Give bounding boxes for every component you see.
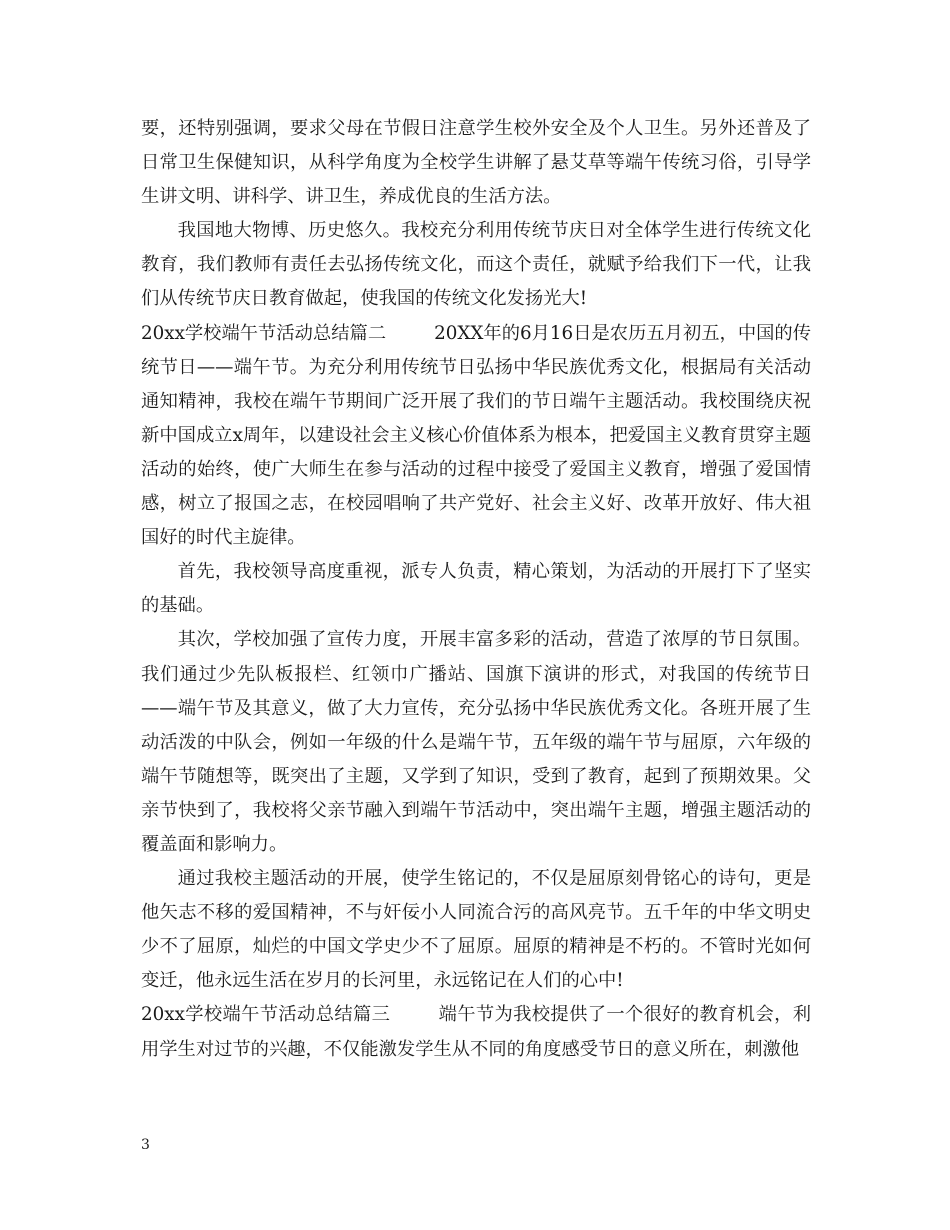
section-two-heading: 20xx学校端午节活动总结篇二: [141, 322, 387, 344]
document-body: [141, 112, 811, 1067]
section-two-text: 20XX年的6月16日是农历五月初五，中国的传统节日——端午节。为充分利用传统节日弘扬中华民族优秀文化，根据局有关活动通知精神，我校在端午节期间广泛开展了我们的节日端午主题活动。我校围绕庆祝新中国成立x周年，以建设社会主义核心价值体系为根本，把爱国主义教育贯穿主题活动的始终，使广大师生在参与活动的过程中接受了爱国主义教育，增强了爱国情感，树立了报国之志，在校园唱响了共产党好、社会主义好、改革开放好、伟大祖国好的时代主旋律。: [141, 322, 811, 549]
paragraph-first: 首先，我校领导高度重视，派专人负责，精心策划，为活动的开展打下了坚实的基础。: [141, 561, 811, 617]
section-three-text: 端午节为我校提供了一个很好的教育机会，利用学生对过节的兴趣，不仅能激发学生从不同的角度感受节日的意义所在，刺激他: [141, 1004, 811, 1060]
page-number: 3: [141, 1137, 150, 1153]
section-two-paragraph: [141, 317, 811, 556]
section-three-paragraph: [141, 998, 811, 1066]
paragraph-second: 其次，学校加强了宣传力度，开展丰富多彩的活动，营造了浓厚的节日氛围。我们通过少先队板报栏、红领巾广播站、国旗下演讲的形式，对我国的传统节日——端午节及其意义，做了大力宣传，充分弘扬中华民族优秀文化。各班开展了生动活泼的中队会，例如一年级的什么是端午节，五年级的端午节与屈原，六年级的端午节随想等，既突出了主题，又学到了知识，受到了教育，起到了预期效果。父亲节快到了，我校将父亲节融入到端午节活动中，突出端午主题，增强主题活动的覆盖面和影响力。: [141, 629, 811, 855]
section-three-heading: 20xx学校端午节活动总结篇三: [141, 1004, 391, 1026]
paragraph-result: 通过我校主题活动的开展，使学生铭记的，不仅是屈原刻骨铭心的诗句，更是他矢志不移的爱国精神，不与奸佞小人同流合污的高风亮节。五千年的中华文明史少不了屈原，灿烂的中国文学史少不了屈原。屈原的精神是不朽的。不管时光如何变迁，他永远生活在岁月的长河里，永远铭记在人们的心中!: [141, 868, 811, 992]
paragraph-continuation: 要，还特别强调，要求父母在节假日注意学生校外安全及个人卫生。另外还普及了日常卫生保健知识，从科学角度为全校学生讲解了悬艾草等端午传统习俗，引导学生讲文明、讲科学、讲卫生，养成优良的生活方法。: [141, 118, 811, 208]
paragraph-heritage: 我国地大物博、历史悠久。我校充分利用传统节庆日对全体学生进行传统文化教育，我们教师有责任去弘扬传统文化，而这个责任，就赋予给我们下一代，让我们从传统节庆日教育做起，使我国的传统文化发扬光大!: [141, 220, 811, 310]
